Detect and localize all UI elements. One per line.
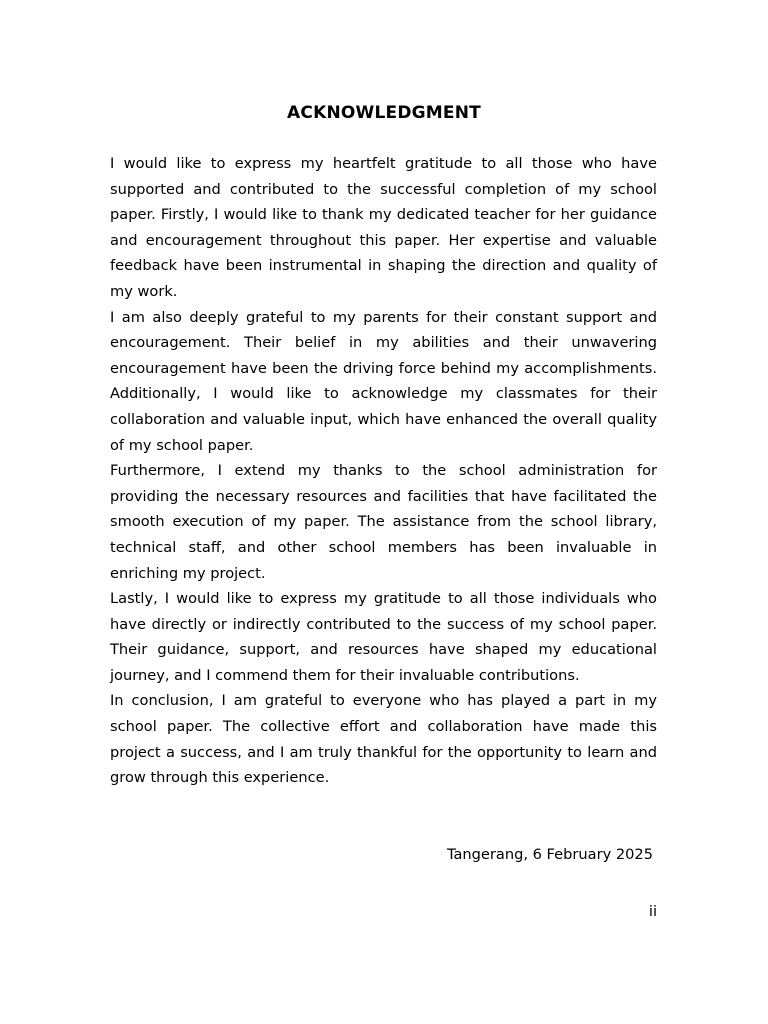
paragraph-1: I would like to express my heartfelt gratitude to all those who have supported and contributed to the successful completion of my school paper. Firstly, I would like to thank my dedicated teacher for her guidance and encouragement throughout this paper. Her expertise and valuable feedback have been instrumental in shaping the direction and quality of my work. xyxy=(110,155,657,300)
page-number: ii xyxy=(648,903,657,920)
body-text xyxy=(110,151,657,791)
paragraph-5: In conclusion, I am grateful to everyone who has played a part in my school paper. The collective effort and collaboration have made this project a success, and I am truly thankful for the opportunity to learn and grow through this experience. xyxy=(110,692,657,787)
page-title: ACKNOWLEDGMENT xyxy=(287,103,481,123)
paragraph-3: Furthermore, I extend my thanks to the school administration for providing the necessary resources and facilities that have facilitated the smooth execution of my paper. The assistance from the school library, technical staff, and other school members has been invaluable in enriching my project. xyxy=(110,462,657,582)
paragraph-2: I am also deeply grateful to my parents for their constant support and encouragement. Their belief in my abilities and their unwavering encouragement have been the driving force behind my accomplishments. Additionally, I would like to acknowledge my classmates for their collaboration and valuable input, which have enhanced the overall quality of my school paper. xyxy=(110,308,657,454)
place-and-date: Tangerang, 6 February 2025 xyxy=(446,846,653,863)
paragraph-4: Lastly, I would like to express my gratitude to all those individuals who have directly or indirectly contributed to the success of my school paper. Their guidance, support, and resources have shaped my educational journey, and I commend them for their invaluable contributions. xyxy=(110,590,657,684)
